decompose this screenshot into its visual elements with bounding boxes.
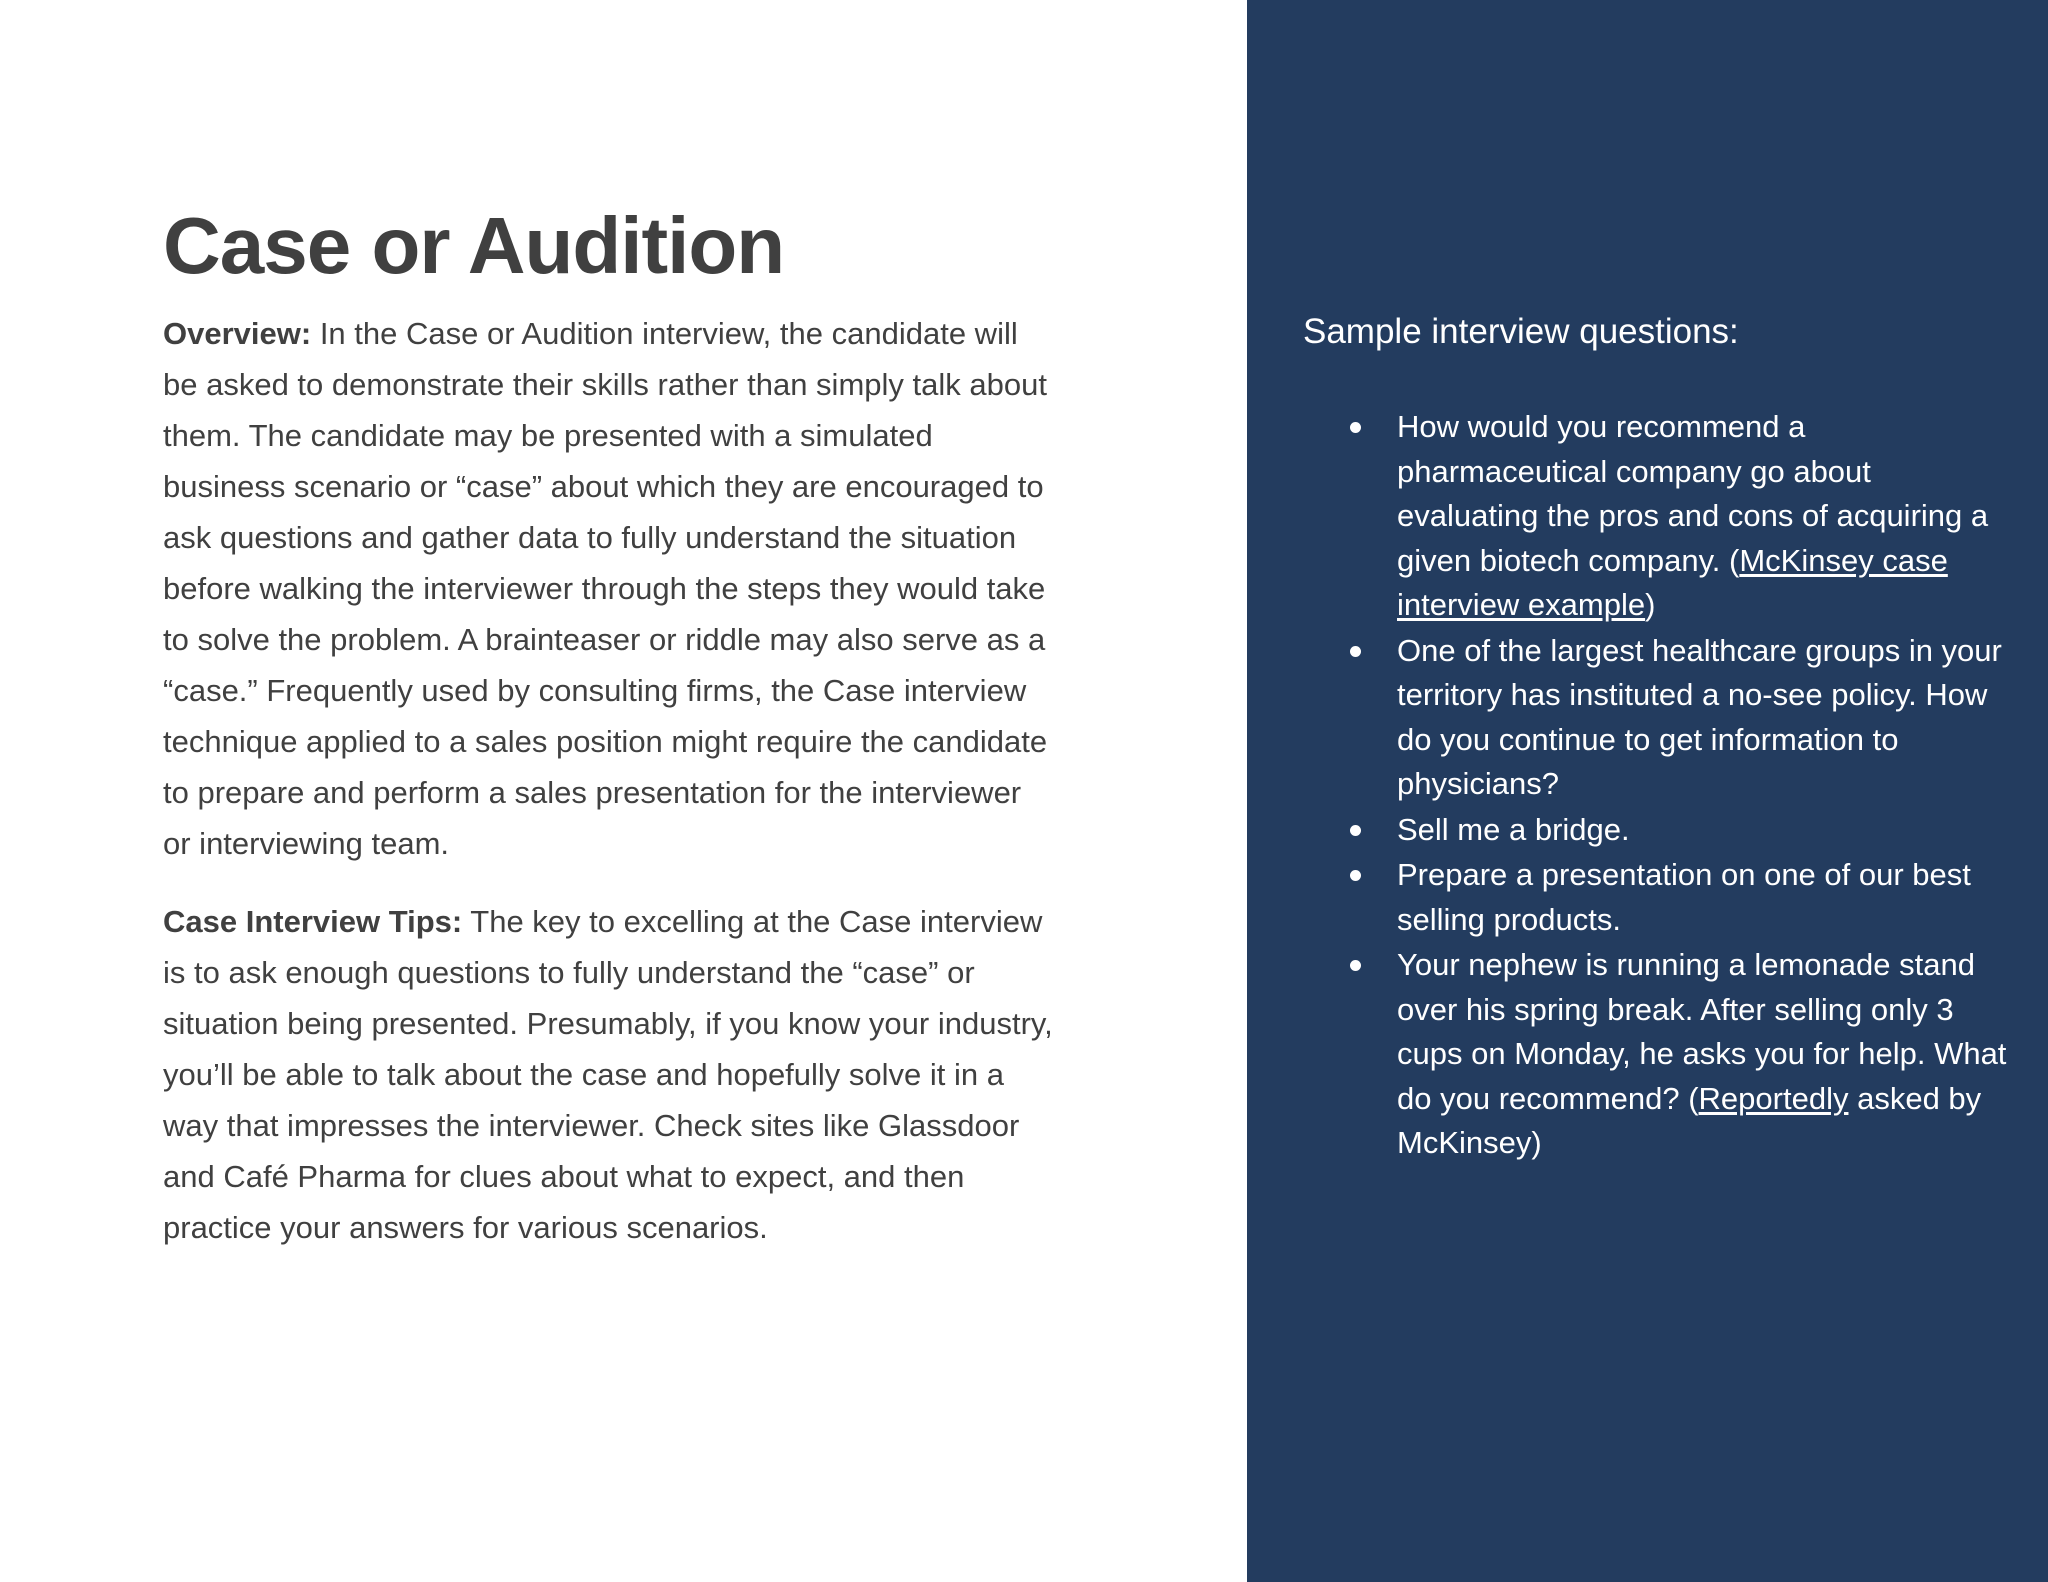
- question-text: Sell me a bridge.: [1397, 811, 1630, 847]
- list-item: [1397, 853, 2017, 942]
- bullet-icon: [1350, 870, 1361, 881]
- tips-paragraph: [163, 896, 1053, 1253]
- bullet-icon: [1350, 422, 1361, 433]
- list-item: [1397, 808, 2017, 853]
- overview-paragraph: [163, 308, 1053, 869]
- sidebar-heading: Sample interview questions:: [1303, 312, 1739, 351]
- mckinsey-example-link[interactable]: McKinsey case interview example: [1397, 542, 1948, 622]
- sidebar-panel: [1247, 0, 2048, 1582]
- bullet-icon: [1350, 960, 1361, 971]
- bullet-icon: [1350, 646, 1361, 657]
- list-item: [1397, 943, 2017, 1166]
- question-text-after: ): [1645, 587, 1656, 622]
- list-item: [1397, 629, 2017, 807]
- question-text: How would you recommend a pharmaceutical company go about evaluating the pros and cons of acquiring a given biotech company. (: [1397, 409, 1989, 578]
- question-text: Prepare a presentation on one of our best selling products.: [1397, 857, 1971, 937]
- question-text-after: asked by McKinsey): [1397, 1080, 1982, 1160]
- reportedly-link[interactable]: Reportedly: [1698, 1080, 1849, 1116]
- main-content: [163, 196, 1053, 1253]
- question-text: One of the largest healthcare groups in your territory has instituted a no-see policy. How do you continue to get information to physicians?: [1397, 632, 2002, 801]
- overview-text: In the Case or Audition interview, the candidate will be asked to demonstrate their skills rather than simply talk about them. The candidate may be presented with a simulated business scenario or “case” about which they are encouraged to ask questions and gather data to fully understand the situation before walking the interviewer through the steps they would take to solve the problem. A brainteaser or riddle may also serve as a “case.” Frequently used by consulting firms, the Case interview technique applied to a sales position might require the candidate to prepare and perform a sales presentation for the interviewer or interviewing team.: [163, 316, 1048, 861]
- question-list: [1397, 405, 2017, 1167]
- question-text: Your nephew is running a lemonade stand over his spring break. After selling only 3 cups on Monday, he asks you for help. What do you recommend? (: [1397, 947, 2007, 1116]
- bullet-icon: [1350, 825, 1361, 836]
- tips-label: Case Interview Tips:: [163, 904, 463, 939]
- tips-text: The key to excelling at the Case interview is to ask enough questions to fully understand the “case” or situation being presented. Presumably, if you know your industry, you’ll be able to talk about the case and hopefully solve it in a way that impresses the interviewer. Check sites like Glassdoor and Café Pharma for clues about what to expect, and then practice your answers for various scenarios.: [163, 904, 1053, 1245]
- page-title: Case or Audition: [163, 201, 785, 290]
- list-item: [1397, 405, 2017, 628]
- overview-label: Overview:: [163, 316, 312, 351]
